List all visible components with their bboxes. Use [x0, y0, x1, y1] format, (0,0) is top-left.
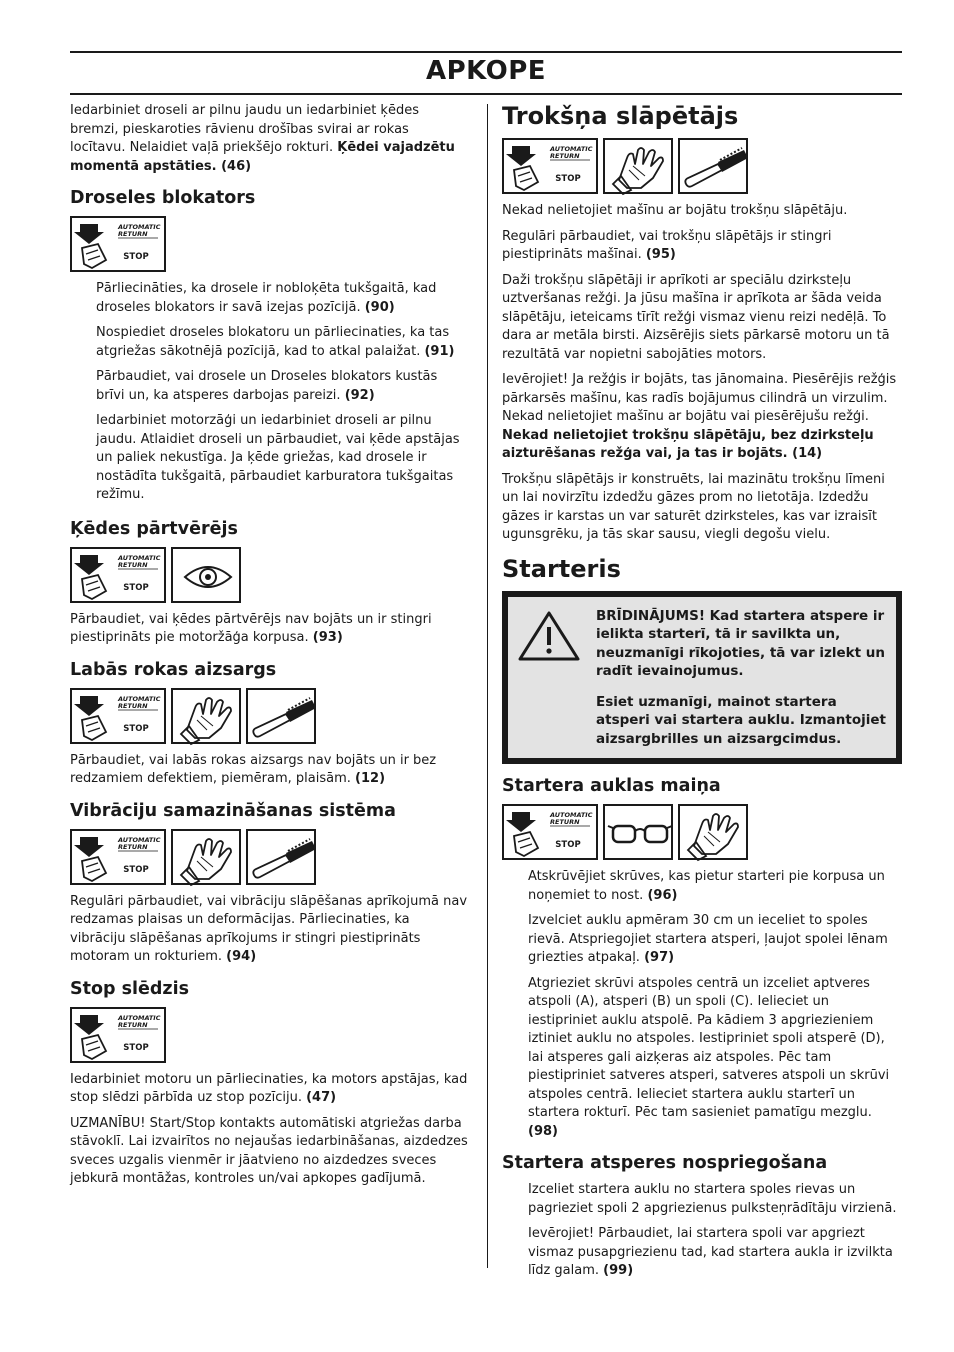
stop-switch-icons [70, 1007, 468, 1063]
glove-icon [603, 138, 673, 194]
svg-text:RETURN: RETURN [118, 701, 148, 710]
svg-text:AUTOMATIC: AUTOMATIC [550, 145, 593, 153]
glove-icon [678, 804, 748, 860]
automatic-return-stop-icon [502, 138, 598, 194]
muffler-p3: Daži trokšņu slāpētāji ir aprīkoti ar speciālu dzirksteļu uztveršanas režģi. Ja jūsu mašīna ir aprīkota ar šāda veida slāpētāju, ieteicams tīrīt režģi vismaz vienu reizi nedēļā. To dara ar metāla birsti. Aizsērējis siets pārkarsē motoru un tā rezultātā var nopietni sabojāties motors. [502, 272, 890, 362]
svg-text:STOP: STOP [555, 840, 581, 850]
svg-text:AUTOMATIC: AUTOMATIC [118, 694, 161, 703]
svg-text:STOP: STOP [123, 582, 149, 593]
svg-text:STOP: STOP [123, 252, 149, 262]
glove-icon [171, 688, 241, 744]
cord-p1: Atskrūvējiet skrūves, kas pietur starteri pie korpusa un noņemiet to nost. (96) [528, 869, 885, 903]
tension-p1: Izceliet startera auklu no startera spoles rievas un pagrieziet spoli 2 apgriezienus pulksteņrādītāju virzienā. [528, 1182, 897, 1216]
automatic-return-stop-icon [70, 547, 166, 603]
svg-text:RETURN: RETURN [118, 842, 148, 851]
muffler-icons [502, 138, 902, 194]
stop-switch-text2: UZMANĪBU! Start/Stop kontakts automātiski atgriežas darba stāvoklī. Lai izvairītos no nejaušas iedarbināšanas, aizdedzes sveces uzgalis vienmēr ir jāatvieno no aizdedzes sveces jebkurā montāžas, kontroles un/vai apkopes gadījumā. [70, 1115, 468, 1186]
chain-catcher-heading: Ķēdes pārtvērējs [70, 518, 238, 539]
muffler-p4: Ievērojiet! Ja režģis ir bojāts, tas jānomaina. Piesērējis režģis pārkarsēs mašīnu, kas radīs bojājumus cilindrā un virzulim. Nekad nelietojiet mašīnu ar bojātu vai piesērējušu režģi. Nekad nelietojiet trokšņu slāpētāju, bez dzirksteļu aizturēšanas režģa vai, ja tas ir bojāts. (14) [502, 372, 897, 461]
cord-icons [502, 804, 902, 860]
svg-text:AUTOMATIC: AUTOMATIC [118, 223, 161, 231]
stop-switch-text1: Iedarbiniet motoru un pārliecinaties, ka motors apstājas, kad stop slēdzi pārbīda uz stop pozīciju. (47) [70, 1071, 468, 1105]
throttle-lock-p1: Pārliecināties, ka drosele ir nobloķēta tukšgaitā, kad droseles blokators ir savā izejas pozīcijā. (90) [96, 281, 437, 315]
header-rule-top [70, 51, 902, 53]
automatic-return-stop-icon [70, 1007, 166, 1063]
warning-text-1: BRĪDINĀJUMS! Kad startera atspere ir ielikta starterī, tā ir savilkta un, neuzmanīgi rīkojoties, tā var izlekt un radīt ievainojumus. [596, 607, 885, 679]
svg-text:RETURN: RETURN [550, 152, 580, 160]
throttle-lock-heading: Droseles blokators [70, 188, 256, 208]
starter-heading: Starteris [502, 554, 621, 583]
column-divider [487, 104, 488, 1268]
intro-paragraph: Iedarbiniet droseli ar pilnu jaudu un iedarbiniet ķēdes bremzi, pieskaroties rāvienu drošības svirai ar rokas locītavu. Nelaidiet vaļā priekšējo rokturi. Ķēdei vajadzētu momentā apstāties. (46) [70, 103, 455, 174]
throttle-lock-icons [70, 216, 468, 272]
svg-text:RETURN: RETURN [118, 560, 148, 569]
eye-inspect-icon [171, 547, 241, 603]
svg-text:AUTOMATIC: AUTOMATIC [118, 553, 161, 562]
warning-text-2: Esiet uzmanīgi, mainot startera atsperi vai startera auklu. Izmantojiet aizsargbrilles un aizsargcimdus. [596, 693, 886, 747]
left-column [70, 102, 468, 1196]
chain-catcher-icons [70, 547, 468, 603]
brush-icon [246, 688, 316, 744]
cord-p2: Izvelciet auklu apmēram 30 cm un ieceliet to spoles rievā. Atspriegojiet startera atsperi, ļaujot spolei lēnam griezties atpakaļ. (97) [528, 913, 888, 965]
svg-text:AUTOMATIC: AUTOMATIC [550, 811, 593, 819]
tension-p2: Ievērojiet! Pārbaudiet, lai startera spoli var apgriezt vismaz pusapgriezienu tad, kad startera aukla ir izvilkta līdz galam. (99) [528, 1226, 893, 1278]
brush-icon [678, 138, 748, 194]
throttle-lock-p4: Iedarbiniet motorzāģi un iedarbiniet droseli ar pilnu jaudu. Atlaidiet droseli un pārbaudiet, vai ķēde apstājas un paliek nekustīga. Ja ķēde griežas, kad drosele ir nostādīta tukšgaitā, pārbaudiet karburatora tukšgaitas režīmu. [96, 413, 460, 502]
muffler-heading: Trokšņa slāpētājs [502, 102, 739, 130]
right-column [502, 102, 902, 1288]
svg-text:RETURN: RETURN [550, 818, 580, 826]
automatic-return-stop-icon [70, 688, 166, 744]
svg-text:STOP: STOP [123, 864, 149, 875]
hand-guard-icons [70, 688, 468, 744]
vibration-heading: Vibrāciju samazināšanas sistēma [70, 800, 396, 821]
svg-text:RETURN: RETURN [118, 230, 148, 238]
chain-catcher-text: Pārbaudiet, vai ķēdes pārtvērējs nav bojāts un ir stingri piestiprināts pie motoržāģa korpusa. (93) [70, 611, 432, 645]
automatic-return-stop-icon [70, 216, 166, 272]
vibration-text: Regulāri pārbaudiet, vai vibrāciju slāpēšanas aprīkojumā nav redzamas plaisas un deformācijas. Pārliecinaties, ka vibrāciju slāpēšanas aprīkojums ir stingri piestiprināts motoram un rokturiem. (94) [70, 893, 468, 964]
cord-p3: Atgrieziet skrūvi atspoles centrā un izceliet aptveres atspoli (A), atsperi (B) un spoli (C). Ielieciet un iestipriniet auklu atspolē. Pa kādiem 3 apgriezieniem iztiniet auklu no atspoles. Iestipriniet spoli atsperē (D), lai atsperes gali aizķeras aiz atspoles. Pēc tam piestipriniet satveres atsperi, satveres atspoli un skrūvi atspoles centrā. Ielieciet startera auklu starterī un startera rokturī. Pēc tam sasieniet pamatīgu mezglu. (98) [528, 975, 890, 1139]
muffler-p5: Trokšņu slāpētājs ir konstruēts, lai mazinātu trokšņu līmeni un lai novirzītu izdedžu gāzes prom no lietotāja. Izdedžu gāzes ir karstas un var saturēt dzirksteles, kas var izraisīt ugunsgrēku, ja tās skar sausu, viegli degošu vielu. [502, 471, 885, 542]
safety-glasses-icon [603, 804, 673, 860]
header-rule-bottom [70, 93, 902, 95]
throttle-lock-p2: Nospiediet droseles blokatoru un pārliecinaties, ka tas atgriežas sākotnējā pozīcijā, kad to atkal palaižat. (91) [96, 325, 455, 359]
muffler-p2: Regulāri pārbaudiet, vai trokšņu slāpētājs ir stingri piestiprināts mašīnai. (95) [502, 228, 832, 262]
throttle-lock-p3: Pārbaudiet, vai drosele un Droseles blokators kustās brīvi un, ka atsperes darbojas pareizi. (92) [96, 369, 438, 403]
warning-triangle-icon [516, 607, 582, 749]
tension-heading: Startera atsperes nospriegošana [502, 1153, 828, 1173]
stop-switch-heading: Stop slēdzis [70, 978, 190, 999]
glove-icon [171, 829, 241, 885]
svg-text:STOP: STOP [555, 174, 581, 184]
cord-heading: Startera auklas maiņa [502, 776, 721, 796]
svg-text:AUTOMATIC: AUTOMATIC [118, 1013, 161, 1022]
svg-text:STOP: STOP [123, 1042, 149, 1053]
svg-text:AUTOMATIC: AUTOMATIC [118, 835, 161, 844]
automatic-return-stop-icon [502, 804, 598, 860]
warning-box [502, 591, 902, 765]
automatic-return-stop-icon [70, 829, 166, 885]
brush-icon [246, 829, 316, 885]
vibration-icons [70, 829, 468, 885]
page-title: APKOPE [425, 56, 547, 86]
muffler-p1: Nekad nelietojiet mašīnu ar bojātu trokšņu slāpētāju. [502, 203, 848, 218]
hand-guard-text: Pārbaudiet, vai labās rokas aizsargs nav bojāts un ir bez redzamiem defektiem, piemēram, plaisām. (12) [70, 752, 437, 786]
svg-text:RETURN: RETURN [118, 1020, 148, 1029]
hand-guard-heading: Labās rokas aizsargs [70, 659, 277, 680]
svg-text:STOP: STOP [123, 723, 149, 734]
